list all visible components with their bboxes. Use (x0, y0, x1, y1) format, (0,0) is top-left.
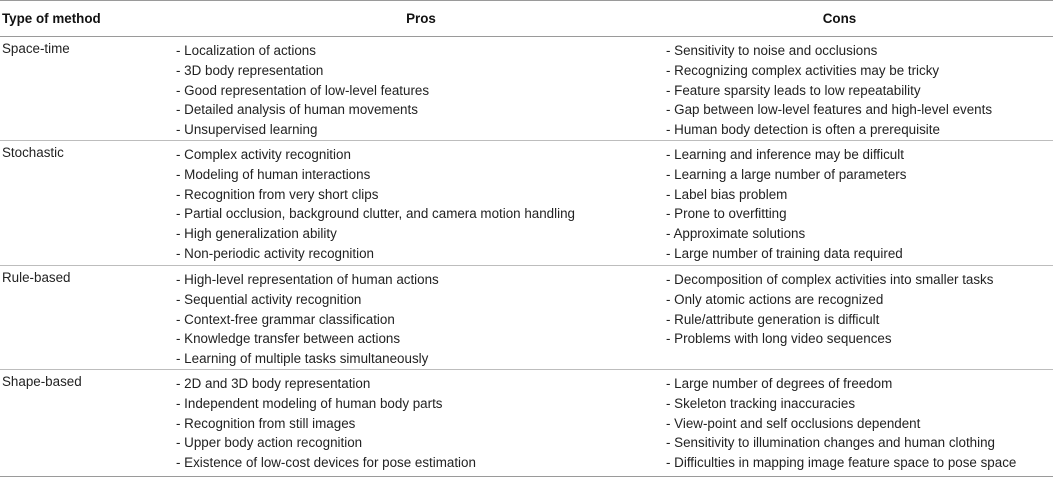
pros-item: - High generalization ability (176, 226, 337, 242)
pros-item: - 2D and 3D body representation (176, 375, 371, 391)
pros-cell (176, 265, 666, 369)
cons-item: - Large number of training data required (666, 245, 903, 261)
cons-item: - Only atomic actions are recognized (666, 291, 884, 307)
method-cell: Shape-based (0, 369, 176, 476)
cons-list (666, 41, 1053, 140)
pros-item: - Context-free grammar classification (176, 311, 395, 327)
pros-item: - Knowledge transfer between actions (176, 331, 401, 347)
pros-item: - Good representation of low-level features (176, 82, 430, 98)
header-row (0, 1, 1053, 37)
cons-item: - Rule/attribute generation is difficult (666, 311, 880, 327)
pros-item: - Learning of multiple tasks simultaneously (176, 351, 429, 367)
cons-item: - Approximate solutions (666, 226, 806, 242)
pros-list (176, 145, 666, 264)
cons-list (666, 270, 1053, 349)
cons-list (666, 374, 1053, 473)
pros-list (176, 374, 666, 473)
table-header (0, 1, 1053, 37)
method-cell: Space-time (0, 37, 176, 141)
pros-item: - Unsupervised learning (176, 122, 318, 138)
header-pros: Pros (176, 1, 666, 37)
pros-list (176, 41, 666, 140)
pros-item: - Sequential activity recognition (176, 291, 362, 307)
table-body (0, 37, 1053, 477)
cons-item: - Problems with long video sequences (666, 331, 892, 347)
method-cell: Stochastic (0, 140, 176, 265)
cons-item: - Sensitivity to noise and occlusions (666, 43, 878, 58)
cons-item: - Decomposition of complex activities into smaller tasks (666, 271, 994, 287)
pros-cell (176, 369, 666, 476)
pros-cell (176, 140, 666, 265)
cons-cell (666, 140, 1053, 265)
cons-item: - Large number of degrees of freedom (666, 375, 893, 391)
cons-item: - Label bias problem (666, 186, 788, 202)
pros-item: - Independent modeling of human body parts (176, 395, 443, 411)
cons-item: - View-point and self occlusions dependent (666, 415, 921, 431)
pros-item: - Detailed analysis of human movements (176, 102, 418, 118)
table-row (0, 37, 1053, 141)
pros-item: - High-level representation of human actions (176, 271, 439, 287)
pros-list (176, 270, 666, 369)
method-cell: Rule-based (0, 265, 176, 369)
cons-list (666, 145, 1053, 264)
header-cons: Cons (666, 1, 1053, 37)
pros-item: - Modeling of human interactions (176, 166, 371, 182)
pros-item: - Non-periodic activity recognition (176, 245, 374, 261)
pros-item: - 3D body representation (176, 62, 324, 78)
cons-item: - Sensitivity to illumination changes and human clothing (666, 435, 995, 451)
pros-item: - Upper body action recognition (176, 435, 363, 451)
pros-item: - Partial occlusion, background clutter, and camera motion handling (176, 206, 575, 222)
pros-item: - Recognition from very short clips (176, 186, 379, 202)
pros-item: - Complex activity recognition (176, 146, 351, 162)
header-method: Type of method (0, 1, 176, 37)
cons-item: - Learning a large number of parameters (666, 166, 907, 182)
table-row (0, 265, 1053, 369)
cons-item: - Gap between low-level features and high-level events (666, 102, 993, 118)
pros-cell (176, 37, 666, 141)
cons-item: - Skeleton tracking inaccuracies (666, 395, 856, 411)
cons-item: - Difficulties in mapping image feature space to pose space (666, 455, 1017, 471)
table-row (0, 369, 1053, 476)
pros-item: - Recognition from still images (176, 415, 356, 431)
cons-cell (666, 369, 1053, 476)
table-row (0, 140, 1053, 265)
cons-item: - Feature sparsity leads to low repeatability (666, 82, 921, 98)
cons-item: - Learning and inference may be difficult (666, 146, 904, 162)
pros-item: - Localization of actions (176, 43, 316, 58)
cons-cell (666, 37, 1053, 141)
cons-item: - Human body detection is often a prerequisite (666, 122, 940, 138)
pros-item: - Existence of low-cost devices for pose estimation (176, 455, 476, 471)
cons-cell (666, 265, 1053, 369)
cons-item: - Prone to overfitting (666, 206, 787, 222)
cons-item: - Recognizing complex activities may be tricky (666, 62, 940, 78)
